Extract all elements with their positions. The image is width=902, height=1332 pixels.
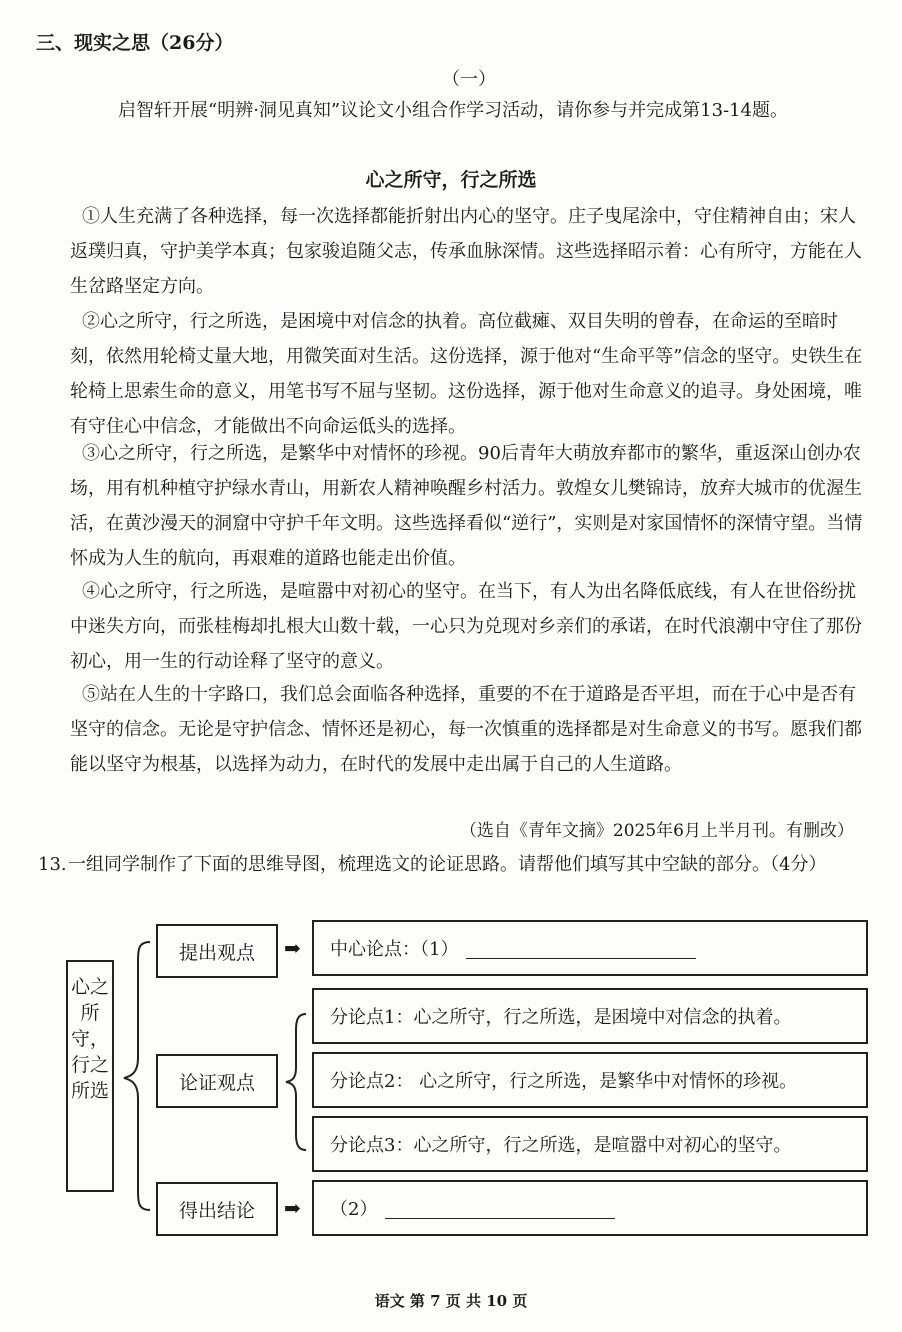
page-footer: 语文 第 7 页 共 10 页 — [374, 1292, 528, 1310]
sub-argument-3-box: 分论点3：心之所守，行之所选，是喧嚣中对初心的坚守。 — [312, 1116, 868, 1172]
mindmap-root-box — [66, 960, 114, 1192]
article-title: 心之所守，行之所选 — [365, 169, 537, 191]
article-paragraph-3: ③心之所守，行之所选，是繁华中对情怀的珍视。90后青年大萌放弃都市的繁华，重返深山创办农场，用有机种植守护绿水青山，用新农人精神唤醒乡村活力。敦煌女儿樊锦诗，放弃大城市的优渥生活，在黄沙漫天的洞窟中守护千年文明。这些选择看似“逆行”，实则是对家国情怀的深情守望。当情怀成为人生的航向，再艰难的道路也能走出价值。 — [70, 443, 863, 569]
arrow-right-icon: ➡ — [284, 936, 301, 960]
section-title: 三、现实之思（26分） — [36, 32, 234, 54]
central-claim-label: 中心论点：（1） — [330, 939, 459, 960]
article-paragraph-4: ④心之所守，行之所选，是喧嚣中对初心的坚守。在当下，有人为出名降低底线，有人在世俗纷扰中迷失方向，而张桂梅却扎根大山数十载，一心只为兑现对乡亲们的承诺，在时代浪潮中守住了那份初心，用一生的行动诠释了坚守的意义。 — [70, 581, 862, 672]
intro-paragraph: 启智轩开展“明辨·洞见真知”议论文小组合作学习活动，请你参与并完成第13-14题。 — [118, 100, 789, 121]
article-paragraph-2: ②心之所守，行之所选，是困境中对信念的执着。高位截瘫、双目失明的曾春，在命运的至暗时刻，依然用轮椅丈量大地，用微笑面对生活。这份选择，源于他对“生命平等”信念的坚守。史铁生在轮椅上思索生命的意义，用笔书写不屈与坚韧。这份选择，源于他对生命意义的追寻。身处困境，唯有守住心中信念，才能做出不向命运低头的选择。 — [70, 311, 863, 437]
sub-argument-2-box: 分论点2： 心之所守，行之所选，是繁华中对情怀的珍视。 — [312, 1052, 868, 1108]
central-claim-box — [312, 920, 868, 976]
article-paragraph-5: ⑤站在人生的十字路口，我们总会面临各种选择，重要的不在于道路是否平坦，而在于心中是否有坚守的信念。无论是守护信念、情怀还是初心，每一次慎重的选择都是对生命意义的书写。愿我们都能以坚守为根基，以选择为动力，在时代的发展中走出属于自己的人生道路。 — [70, 684, 862, 775]
question-text: 一组同学制作了下面的思维导图，梳理选文的论证思路。请帮他们填写其中空缺的部分。（4分） — [68, 854, 827, 875]
conclusion-box — [312, 1180, 868, 1236]
answer-blank-1[interactable] — [466, 938, 696, 959]
stage-conclude-box: 得出结论 — [156, 1182, 278, 1236]
mindmap-root-text: 心之所守，行之所选 — [70, 976, 109, 1102]
article-source: （选自《青年文摘》2025年6月上半月刊。有删改） — [459, 821, 854, 841]
subsection-number: （一） — [442, 69, 496, 90]
stage-argue-box: 论证观点 — [156, 1054, 278, 1108]
stage-propose-box: 提出观点 — [156, 924, 278, 978]
question-number: 13. — [38, 854, 67, 875]
arrow-right-icon: ➡ — [284, 1196, 301, 1220]
inner-brace — [286, 1014, 306, 1150]
sub-argument-1-box: 分论点1：心之所守，行之所选，是困境中对信念的执着。 — [312, 988, 868, 1044]
conclusion-label: （2） — [330, 1199, 378, 1220]
answer-blank-2[interactable] — [385, 1198, 615, 1219]
outer-brace — [124, 942, 150, 1210]
article-paragraph-1: ①人生充满了各种选择，每一次选择都能折射出内心的坚守。庄子曳尾涂中，守住精神自由；宋人返璞归真，守护美学本真；包家骏追随父志，传承血脉深情。这些选择昭示着：心有所守，方能在人生岔路坚定方向。 — [70, 206, 862, 297]
